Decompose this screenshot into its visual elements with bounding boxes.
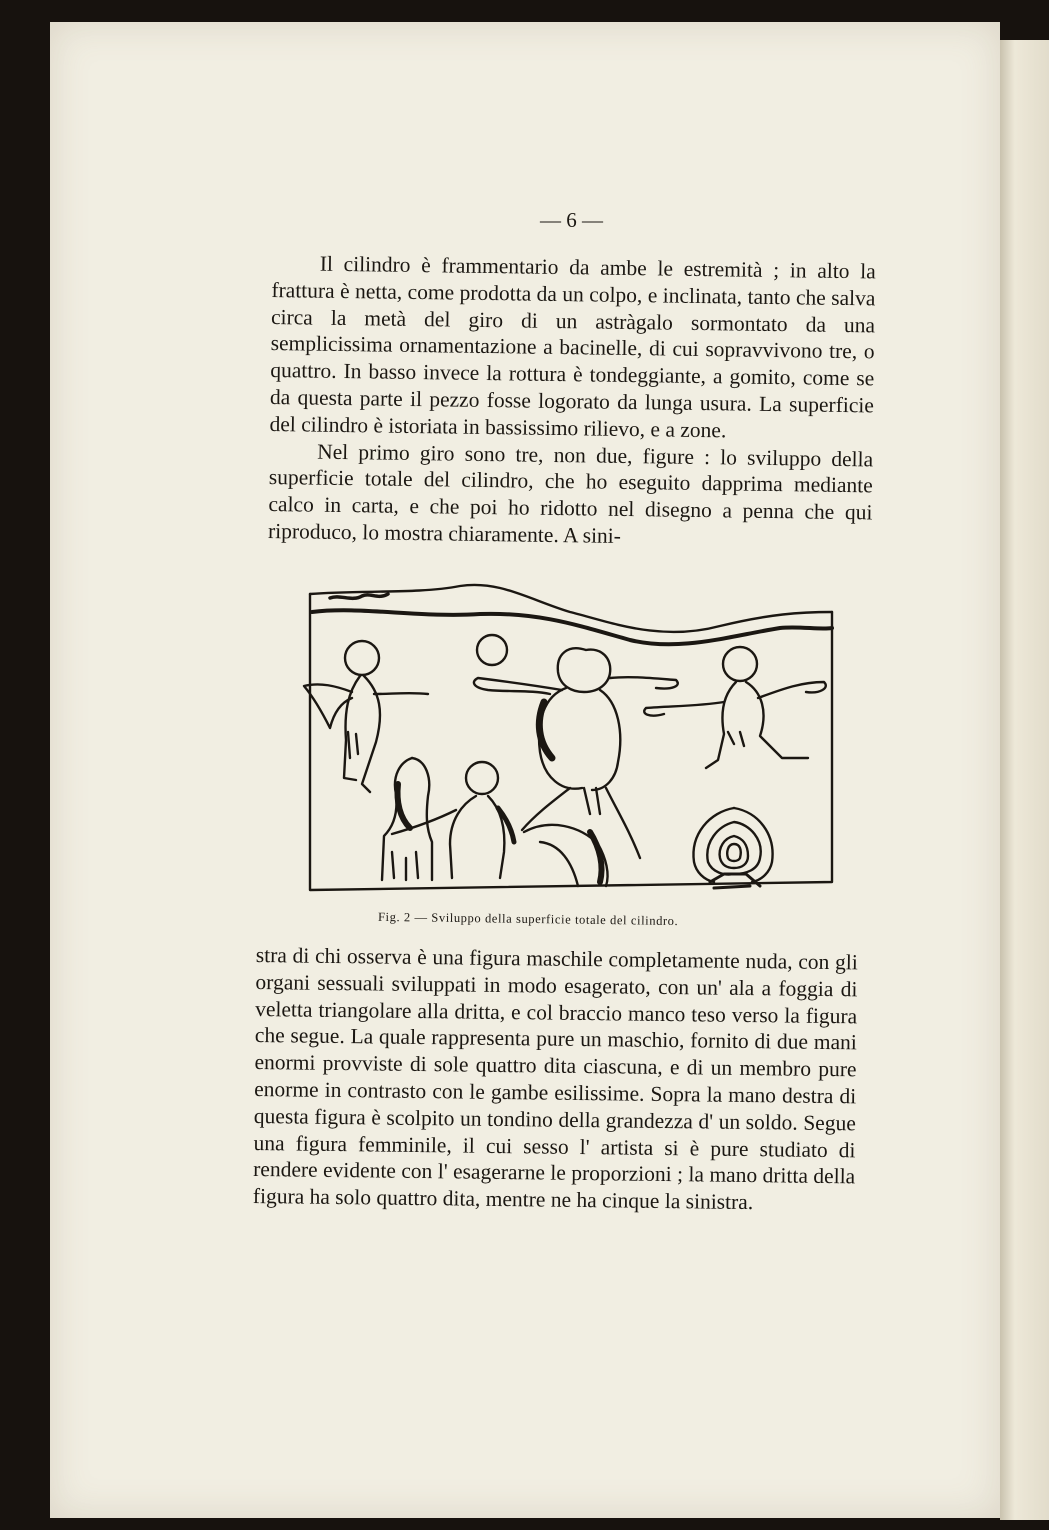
paragraph-3: stra di chi osserva è una figura maschile completamente nuda, con gli organi sessuali sviluppati in modo esagerato, con un' ala a foggia di veletta triangolare alla dritta, e col braccio manco teso verso la figura che segue. La quale rappresenta pure un maschio, fornito di due mani enormi provviste di sole quattro dita ciascuna, e di un membro pure enorme in contrasto con le gambe esilissime. Sopra la mano destra di questa figura è scolpito un tondino della grandezza d' un soldo. Segue una figura femminile, il cui sesso l' artista si è pure studiato di rendere evidente con l' esagerarne le proporzioni ; la mano dritta della figura ha solo quattro dita, mentre ne ha cinque la sinistra. (252, 942, 858, 1215)
text-block-bottom (253, 942, 858, 1217)
page-number: — 6 — (540, 208, 603, 232)
paragraph-2: Nel primo giro sono tre, non due, figure : lo sviluppo della superficie totale del cilindro, che ho eseguito dapprima mediante calco in carta, e che poi ho ridotto nel disegno a penna che qui riproduco, lo mostra chiaramente. A sini- (267, 439, 874, 548)
figure-caption: Fig. 2 — Sviluppo della superficie totale del cilindro. (377, 909, 679, 929)
adjacent-page-edge (1000, 40, 1049, 1520)
paragraph-1: Il cilindro è frammentario da ambe le estremità ; in alto la frattura è netta, come prodotta da un colpo, e inclinata, tanto che salva circa la metà del giro di un astràgalo sormontato da una semplicissima ornamentazione a bacinelle, di cui sopravvivono tre, o quattro. In basso invece la rottura è tondeggiante, a gomito, come se da questa parte il pezzo fosse logorato da lunga usura. La superficie del cilindro è istoriata in bassissimo rilievo, e a zone. (269, 251, 876, 443)
text-block-top (268, 250, 876, 553)
cylinder-relief-drawing (300, 582, 840, 912)
